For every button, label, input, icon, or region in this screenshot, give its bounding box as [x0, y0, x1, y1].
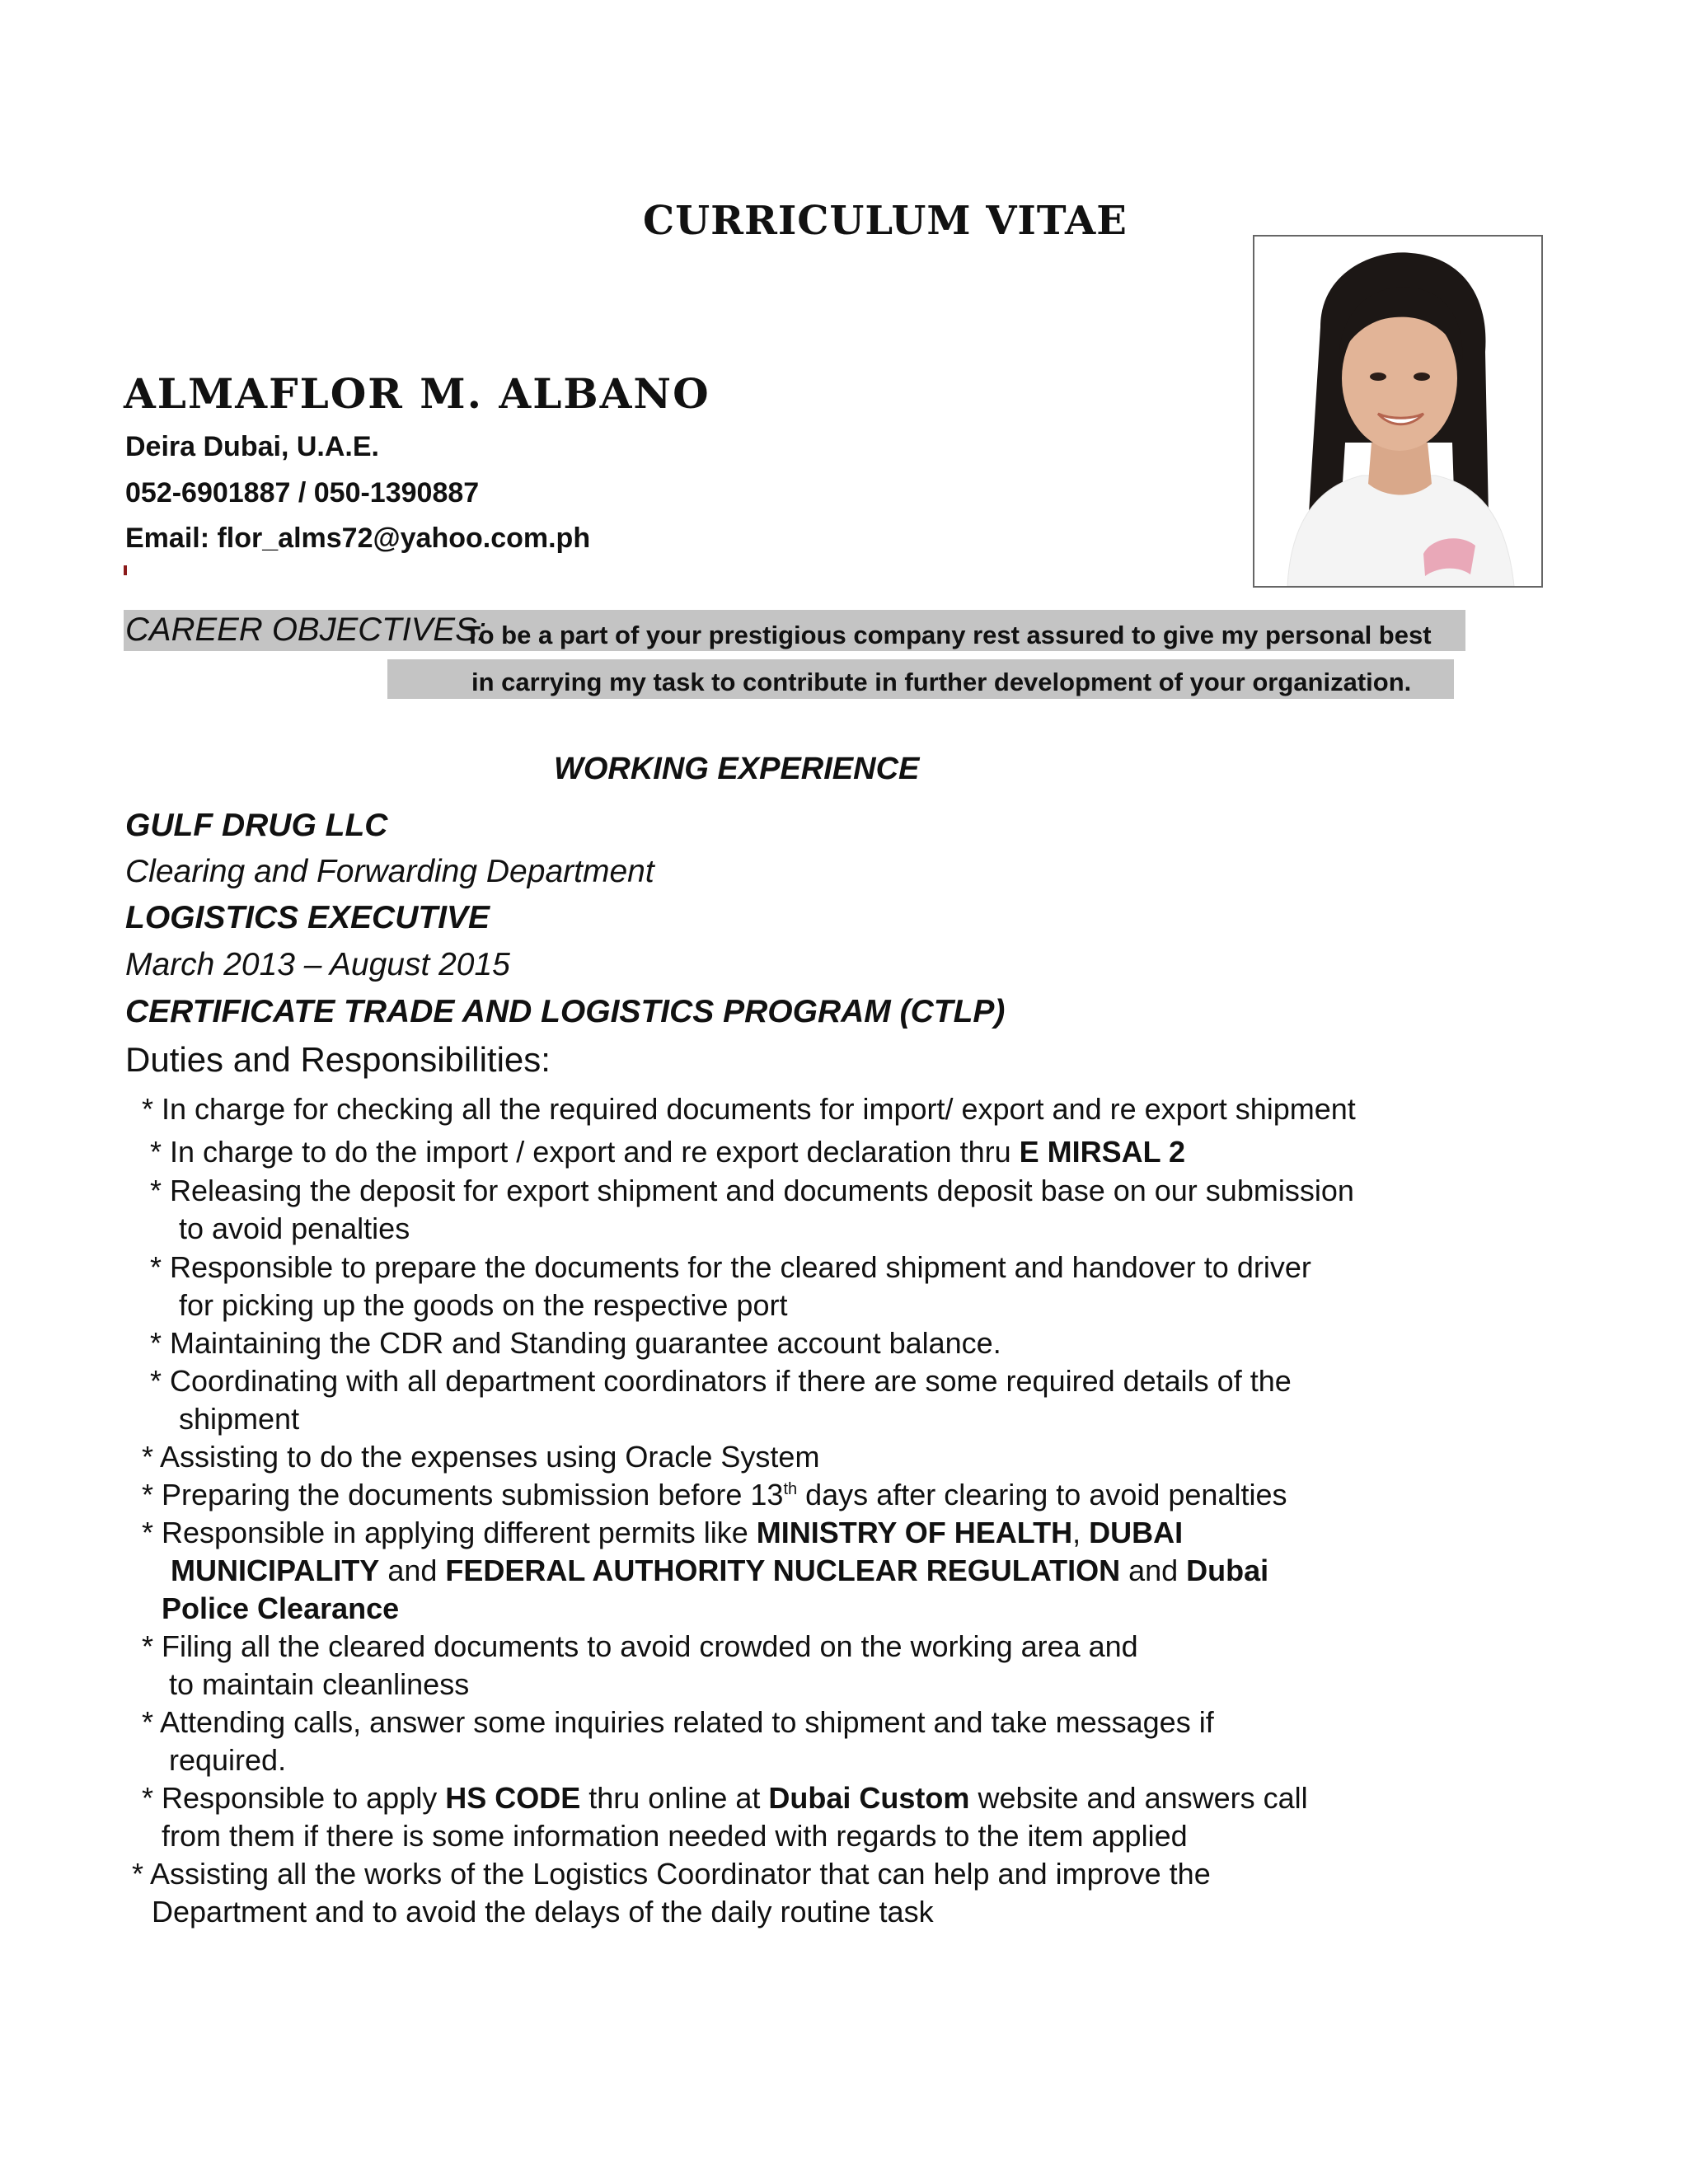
duty-item: * Responsible to prepare the documents for the cleared shipment and handover to driver: [150, 1250, 1311, 1284]
duty-item-continued: to avoid penalties: [179, 1212, 410, 1245]
duty-item-continued: from them if there is some information needed with regards to the item applied: [162, 1819, 1188, 1853]
document-title: CURRICULUM VITAE: [643, 198, 1128, 244]
duty-item-continued: required.: [169, 1743, 287, 1777]
duty-item: * Filing all the cleared documents to avoid crowded on the working area and: [142, 1629, 1138, 1663]
red-mark: [124, 565, 127, 575]
duty-item: * Maintaining the CDR and Standing guarantee account balance.: [150, 1326, 1001, 1360]
duty-item-continued: shipment: [179, 1402, 300, 1436]
department: Clearing and Forwarding Department: [125, 854, 654, 889]
career-objective-line: To be a part of your prestigious company rest assured to give my personal best: [465, 621, 1432, 649]
duty-item: * Assisting all the works of the Logistics Coordinator that can help and improve the: [132, 1857, 1211, 1891]
duty-item: * Assisting to do the expenses using Oracle System: [142, 1440, 820, 1474]
company-name: GULF DRUG LLC: [125, 808, 388, 843]
duty-item: * In charge for checking all the required documents for import/ export and re export shipment: [142, 1092, 1356, 1126]
job-position: LOGISTICS EXECUTIVE: [125, 900, 490, 935]
phone-numbers: 052-6901887 / 050-1390887: [125, 477, 480, 509]
duty-item: * Releasing the deposit for export shipment and documents deposit base on our submission: [150, 1174, 1354, 1207]
career-objective-line: in carrying my task to contribute in further development of your organization.: [471, 668, 1412, 696]
duty-item-continued: for picking up the goods on the respective port: [179, 1288, 788, 1322]
duty-item-continued: Police Clearance: [162, 1591, 400, 1625]
duty-item: * Attending calls, answer some inquiries related to shipment and take messages if: [142, 1705, 1214, 1739]
program-name: CERTIFICATE TRADE AND LOGISTICS PROGRAM (CTLP): [125, 994, 1006, 1029]
address: Deira Dubai, U.A.E.: [125, 431, 379, 462]
email: Email: flor_alms72@yahoo.com.ph: [125, 523, 591, 554]
applicant-name: ALMAFLOR M. ALBANO: [124, 369, 710, 418]
employment-period: March 2013 – August 2015: [125, 947, 510, 982]
duty-item-continued: to maintain cleanliness: [169, 1667, 470, 1701]
duties-heading: Duties and Responsibilities:: [125, 1040, 551, 1079]
working-experience-heading: WORKING EXPERIENCE: [554, 752, 920, 786]
duty-item: * Responsible in applying different permits like MINISTRY OF HEALTH, DUBAI: [142, 1516, 1184, 1549]
duty-item: * Responsible to apply HS CODE thru online at Dubai Custom website and answers call: [142, 1781, 1308, 1815]
applicant-photo: [1253, 235, 1543, 588]
duty-item-continued: Department and to avoid the delays of the daily routine task: [152, 1895, 934, 1929]
duty-item: * Coordinating with all department coordinators if there are some required details of the: [150, 1364, 1292, 1398]
duty-item: * Preparing the documents submission before 13th days after clearing to avoid penalties: [142, 1478, 1287, 1511]
career-objectives-label: CAREER OBJECTIVES:: [125, 612, 486, 648]
duty-item-continued: MUNICIPALITY and FEDERAL AUTHORITY NUCLEAR REGULATION and Dubai: [171, 1554, 1269, 1587]
duty-item: * In charge to do the import / export and re export declaration thru E MIRSAL 2: [150, 1135, 1185, 1169]
